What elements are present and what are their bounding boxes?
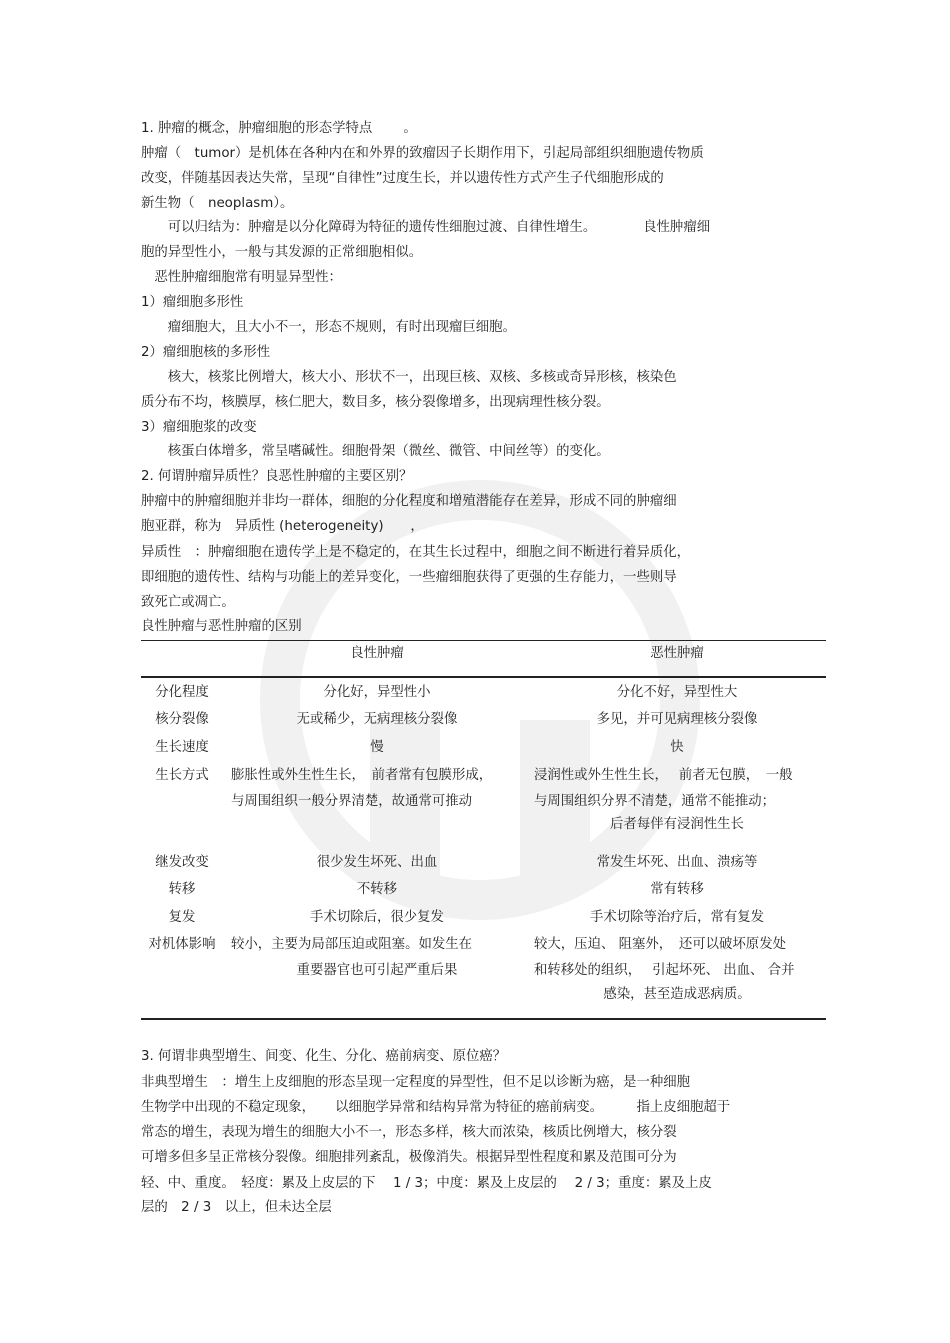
section1-line: 可以归结为：肿瘤是以分化障碍为特征的遗传性细胞过渡、自律性增生。 良性肿瘤细 xyxy=(141,220,711,235)
table-caption: 良性肿瘤与恶性肿瘤的区别 xyxy=(141,619,302,634)
section3-line: 可增多但多呈正常核分裂像。细胞排列紊乱，极像消失。根据异型性程度和累及范围可分为 xyxy=(141,1150,677,1165)
section3-line: 非典型增生 ：增生上皮细胞的形态呈现一定程度的异型性，但不足以诊断为癌，是一种细胞 xyxy=(141,1075,691,1090)
section3-line: 轻、中、重度。 轻度：累及上皮层的下 1 / 3；中度：累及上皮层的 2 / 3；重度：累及上皮 xyxy=(141,1176,712,1191)
row-label: 生长方式 xyxy=(155,768,209,783)
row-label: 分化程度 xyxy=(155,685,209,700)
row-label: 对机体影响 xyxy=(148,937,216,952)
section1-line: 核大，核浆比例增大，核大小、形状不一，出现巨核、双核、多核或奇异形核，核染色 xyxy=(141,370,677,385)
section3-line: 常态的增生，表现为增生的细胞大小不一，形态多样，核大而浓染，核质比例增大，核分裂 xyxy=(141,1125,677,1140)
table-top-rule xyxy=(141,640,826,641)
malignant-cell: 常发生坏死、出血、溃疡等 xyxy=(596,855,758,870)
malignant-cell: 手术切除等治疗后，常有复发 xyxy=(589,910,765,925)
section1-line: 胞的异型性小，一般与其发源的正常细胞相似。 xyxy=(141,245,423,260)
row-label: 继发改变 xyxy=(155,855,209,870)
section2-line: 即细胞的遗传性、结构与功能上的差异变化，一些瘤细胞获得了更强的生存能力，一些则导 xyxy=(141,570,677,585)
benign-cell: 分化好，异型性小 xyxy=(323,685,431,700)
section1-heading: 1. 肿瘤的概念，肿瘤细胞的形态学特点 。 xyxy=(141,121,417,136)
benign-cell: 不转移 xyxy=(356,882,398,897)
row-label: 生长速度 xyxy=(155,740,209,755)
malignant-cell: 感染，甚至造成恶病质。 xyxy=(603,987,751,1002)
section1-line: 核蛋白体增多，常呈嗜碱性。细胞骨架（微丝、微管、中间丝等）的变化。 xyxy=(141,444,610,459)
section1-line: 质分布不均，核膜厚，核仁肥大，数目多，核分裂像增多，出现病理性核分裂。 xyxy=(141,395,610,410)
section1-line: 新生物（ neoplasm）。 xyxy=(141,196,294,211)
benign-cell: 膨胀性或外生性生长， 前者常有包膜形成， xyxy=(231,768,493,783)
row-label: 核分裂像 xyxy=(155,712,209,727)
section1-line: 恶性肿瘤细胞常有明显异型性： xyxy=(141,270,342,285)
table-header-malignant: 恶性肿瘤 xyxy=(650,646,704,661)
malignant-cell: 与周围组织分界不清楚，通常不能推动； xyxy=(534,794,776,809)
section1-line: 1）瘤细胞多形性 xyxy=(141,295,244,310)
benign-cell: 很少发生坏死、出血 xyxy=(316,855,438,870)
section2-line: 致死亡或凋亡。 xyxy=(141,595,235,610)
row-label: 转移 xyxy=(168,882,196,897)
table-bottom-rule xyxy=(141,1018,826,1020)
benign-cell: 手术切除后，很少复发 xyxy=(310,910,444,925)
malignant-cell: 分化不好，异型性大 xyxy=(616,685,738,700)
section3-heading: 3. 何谓非典型增生、间变、化生、分化、癌前病变、原位癌？ xyxy=(141,1049,507,1064)
malignant-cell: 多见，并可见病理核分裂像 xyxy=(596,712,758,727)
table-header-rule xyxy=(141,676,826,678)
benign-cell: 与周围组织一般分界清楚，故通常可推动 xyxy=(231,794,473,809)
table-header-benign: 良性肿瘤 xyxy=(350,646,404,661)
section3-line: 层的 2 / 3 以上，但未达全层 xyxy=(141,1200,332,1215)
malignant-cell: 后者每伴有浸润性生长 xyxy=(610,817,744,832)
benign-cell: 慢 xyxy=(370,740,384,755)
row-label: 复发 xyxy=(168,910,196,925)
section1-line: 瘤细胞大，且大小不一，形态不规则，有时出现瘤巨细胞。 xyxy=(141,320,516,335)
section1-line: 2）瘤细胞核的多形性 xyxy=(141,345,271,360)
benign-cell: 重要器官也可引起严重后果 xyxy=(296,963,458,978)
benign-cell: 较小，主要为局部压迫或阻塞。如发生在 xyxy=(231,937,473,952)
malignant-cell: 和转移处的组织， 引起坏死、 出血、 合并 xyxy=(534,963,795,978)
benign-cell: 无或稀少，无病理核分裂像 xyxy=(296,712,458,727)
section1-line: 3）瘤细胞浆的改变 xyxy=(141,420,257,435)
section2-heading: 2. 何谓肿瘤异质性？良恶性肿瘤的主要区别？ xyxy=(141,469,413,484)
malignant-cell: 常有转移 xyxy=(650,882,704,897)
section1-line: 肿瘤（ tumor）是机体在各种内在和外界的致瘤因子长期作用下，引起局部组织细胞遗传物质 xyxy=(141,146,704,161)
malignant-cell: 快 xyxy=(670,740,684,755)
malignant-cell: 较大，压迫、 阻塞外， 还可以破坏原发处 xyxy=(534,937,786,952)
section2-line: 异质性 ：肿瘤细胞在遗传学上是不稳定的，在其生长过程中，细胞之间不断进行着异质化， xyxy=(141,545,691,560)
section1-line: 改变，伴随基因表达失常，呈现“自律性”过度生长，并以遗传性方式产生子代细胞形成的 xyxy=(141,171,664,186)
section2-line: 胞亚群，称为 异质性 (heterogeneity) ， xyxy=(141,519,424,534)
malignant-cell: 浸润性或外生性生长， 前者无包膜， 一般 xyxy=(534,768,793,783)
section3-line: 生物学中出现的不稳定现象， 以细胞学异常和结构异常为特征的癌前病变。 指上皮细胞超于 xyxy=(141,1100,731,1115)
section2-line: 肿瘤中的肿瘤细胞并非均一群体，细胞的分化程度和增殖潜能存在差异，形成不同的肿瘤细 xyxy=(141,494,677,509)
